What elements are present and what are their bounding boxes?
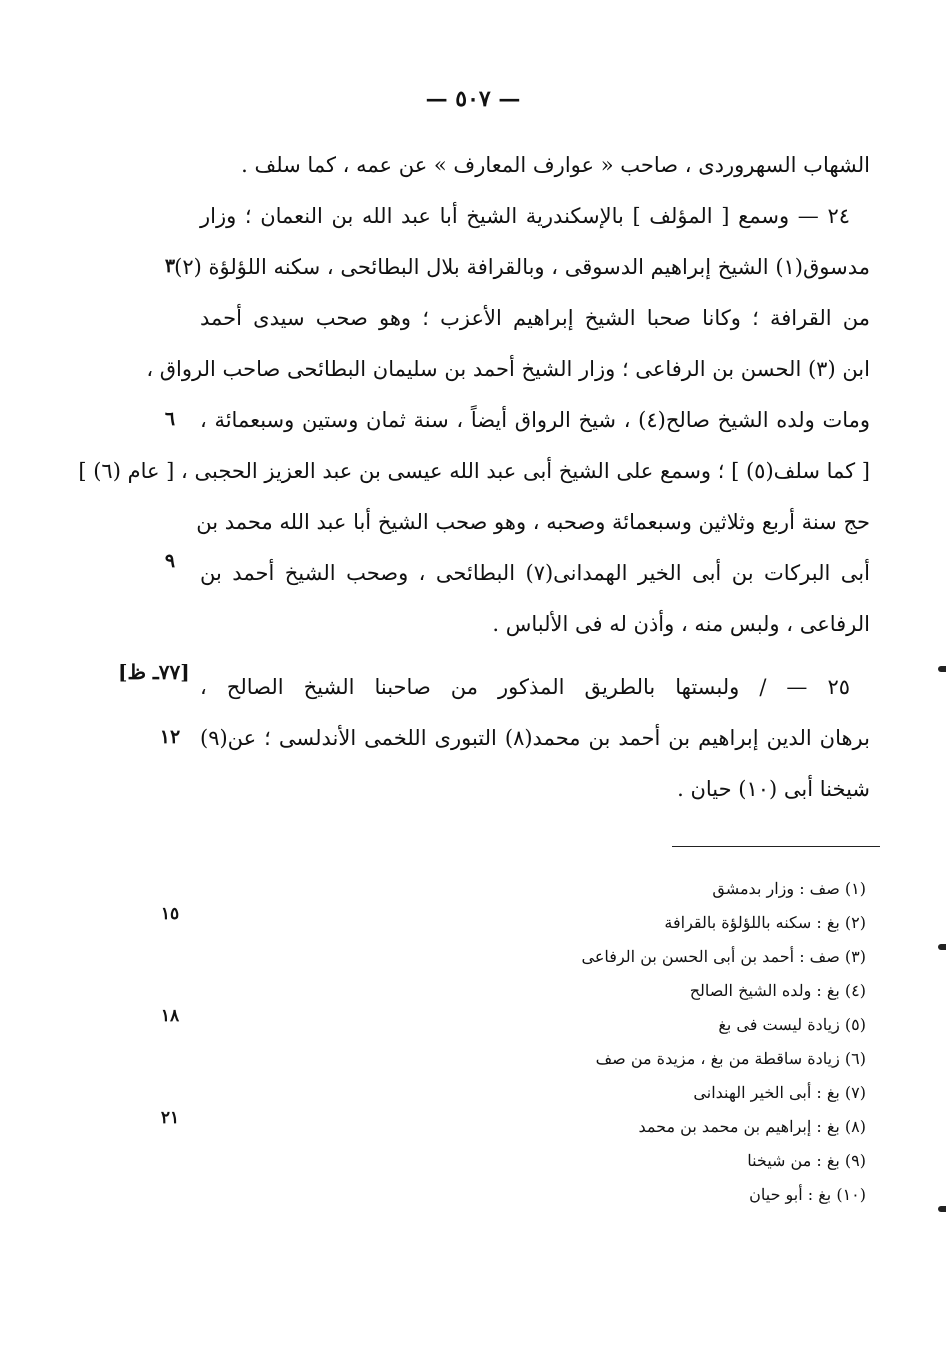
line-number: ٦ [164,408,176,430]
footnote-line-number: ٢١ [160,1108,180,1128]
footnote: (٣) صف : أحمد بن أبى الحسن بن الرفاعى [581,947,866,966]
text-line: ومات ولده الشيخ صالح(٤) ، شيخ الرواق أيضاً ، سنة ثمان وستين وسبعمائة ، [200,408,870,432]
footnotes [466,872,866,1212]
footnote: (٧) بغ : أبى الخير الهندانى [693,1083,866,1102]
line-number: ١٢ [159,726,181,748]
text-line: [ كما سلف(٥) ] ؛ وسمع على الشيخ أبى عبد الله عيسى بن عبد العزيز الحجبى ، [ عام (٦) ] [78,459,870,483]
text-line: ٢٤ — وسمع [ المؤلف ] بالإسكندرية الشيخ أبا عبد الله بن النعمان ؛ وزار [200,204,850,228]
text-line: ابن (٣) الحسن بن الرفاعى ؛ وزار الشيخ أحمد بن سليمان البطائحى صاحب الرواق ، [146,357,870,381]
text-line: من القرافة ؛ وكانا صحبا الشيخ إبراهيم الأعزب ؛ وهو صحب سيدى أحمد [200,306,870,330]
text-line: مدسوق(١) الشيخ إبراهيم الدسوقى ، وبالقرافة بلال البطائحى ، سكنه اللؤلؤة (٢) [174,255,870,279]
text-line: ٢٥ — / ولبستها بالطريق المذكور من صاحبنا الشيخ الصالح ، [200,675,850,699]
footnote-line-number: ١٥ [160,904,180,924]
footnote-line-number: ١٨ [160,1006,180,1026]
footnote: (١) صف : وزار بدمشق [712,879,866,898]
text-line: الرفاعى ، ولبس منه ، وأذن له فى الألباس . [492,612,870,636]
footnote: (٩) بغ : من شيخنا [747,1151,866,1170]
footnote: (٥) زيادة ليست فى بغ [718,1015,866,1034]
line-number: ٣ [164,255,176,277]
page-number: — ٥٠٧ — [425,86,521,112]
footnote: (٦) زيادة ساقطة من بغ ، مزيدة من صف [595,1049,866,1068]
footnote: (١٠) بغ : أبو حيان [749,1185,866,1204]
footnote-separator [672,846,880,847]
scan-edge-mark [938,1206,946,1212]
text-line: شيخنا أبى (١٠) حيان . [677,777,870,801]
text-line: برهان الدين إبراهيم بن أحمد بن محمد(٨) التبورى اللخمى الأندلسى ؛ عن(٩) [200,726,870,750]
scan-edge-mark [938,666,946,672]
folio-marker: [٧٧ـ ظ] [118,660,190,684]
scan-edge-mark [938,944,946,950]
footnote: (٨) بغ : إبراهيم بن محمد بن محمد [638,1117,866,1136]
text-line: حج سنة أربع وثلاثين وسبعمائة وصحبه ، وهو صحب الشيخ أبا عبد الله محمد بن [196,510,870,534]
text-line: الشهاب السهروردى ، صاحب « عوارف المعارف » عن عمه ، كما سلف . [241,153,870,177]
text-line: أبى البركات بن أبى الخير الهمدانى(٧) البطائحى ، وصحب الشيخ أحمد بن [200,561,870,585]
footnote: (٤) بغ : ولده الشيخ الصالح [689,981,866,1000]
line-number: ٩ [164,550,176,572]
footnote: (٢) بغ : سكنه باللؤلؤة بالقرافة [664,913,866,932]
